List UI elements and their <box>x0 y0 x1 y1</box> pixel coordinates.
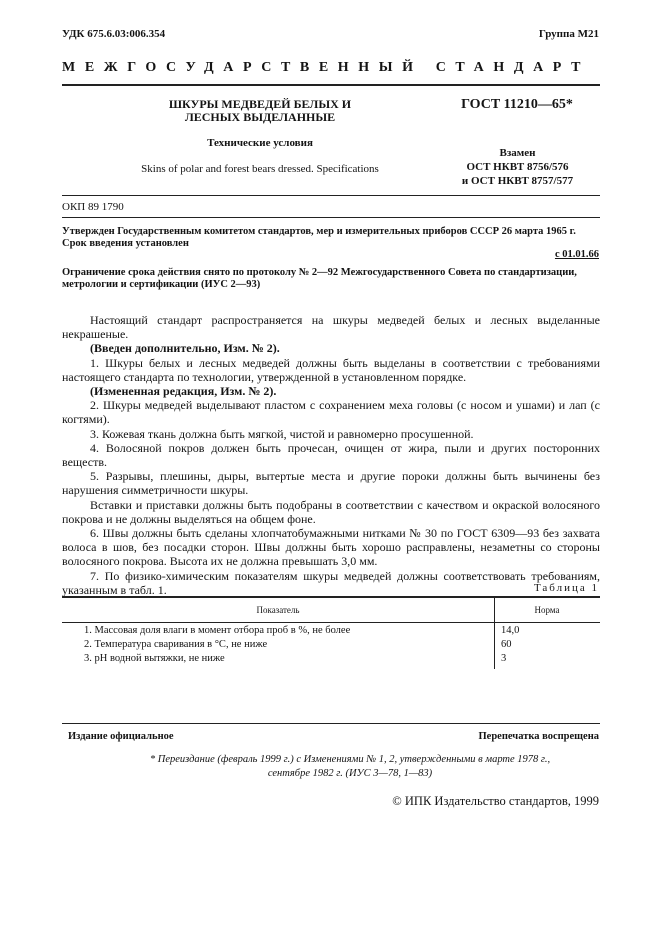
paragraph: 2. Шкуры медведей выделывают пластом с сохранением меха головы (с носом и ушами) и лап (с когтями). <box>62 398 600 427</box>
reprint-prohibited: Перепечатка воспрещена <box>478 731 599 742</box>
replaces-standard-1: ОСТ НКВТ 8756/576 <box>466 161 569 173</box>
paragraph: 6. Швы должны быть сделаны хлопчатобумажными нитками № 30 по ГОСТ 6309—93 без захвата волоса в шов, без посадки сторон. Швы должны быть хорошо расправлены, незаметны со стороны волосяного покрова. Высота их не должна превышать 3,0 мм. <box>62 526 600 569</box>
okp-rule <box>62 217 600 218</box>
effective-date: с 01.01.66 <box>554 249 599 260</box>
amendment-note: (Введен дополнительно, Изм. № 2). <box>90 341 280 356</box>
table-cell: 3. рН водной вытяжки, не ниже <box>84 652 225 664</box>
replaces-standard-2: и ОСТ НКВТ 8757/577 <box>461 175 574 187</box>
amendment-note: (Измененная редакция, Изм. № 2). <box>90 384 277 399</box>
column-header-norm: Норма <box>495 597 601 623</box>
document-title: ШКУРЫ МЕДВЕДЕЙ БЕЛЫХ И ЛЕСНЫХ ВЫДЕЛАННЫЕ <box>168 97 352 124</box>
replaces-label: Взамен <box>499 147 536 159</box>
table-label: Таблица 1 <box>533 582 599 594</box>
banner-rule <box>62 84 600 86</box>
table-cell: 2. Температура сваривания в °С, не ниже <box>84 638 268 650</box>
table-cell: 14,0 <box>495 623 601 638</box>
approval-note: Утвержден Государственным комитетом стандартов, мер и измерительных приборов СССР 26 марта 1965 г. Срок введения установлен <box>62 226 576 249</box>
table-cell: 3 <box>495 651 601 669</box>
official-edition: Издание официальное <box>68 731 174 742</box>
document-body <box>62 313 600 597</box>
paragraph: Вставки и приставки должны быть подобраны в соответствии с качеством и окраской волосяного покрова и не должны выделяться на общем фоне. <box>62 497 600 526</box>
paragraph: 5. Разрывы, плешины, дыры, вытертые места и другие пороки должны быть вычинены без нарушения симметричности шкуры. <box>62 469 600 498</box>
footer-rule <box>62 723 600 724</box>
reissue-note: * Переиздание (февраль 1999 г.) с Изменениями № 1, 2, утвержденными в марте 1978 г., сентябре 1982 г. (ИУС 3—78, 1—83) <box>149 754 551 779</box>
document-subtitle: Технические условия <box>207 137 313 149</box>
column-header-indicator: Показатель <box>62 597 495 623</box>
replaces-block <box>440 146 595 188</box>
copyright: © ИПК Издательство стандартов, 1999 <box>392 794 599 808</box>
table-header-row <box>62 597 600 623</box>
paragraph: 4. Волосяной покров должен быть прочесан, очищен от жира, пыли и других посторонних веществ. <box>62 440 600 470</box>
group-code: Группа М21 <box>538 28 599 40</box>
header-rule <box>62 195 600 196</box>
table-row <box>62 637 600 651</box>
paragraph: Настоящий стандарт распространяется на шкуры медведей белых и лесных выделанные некрашеные. <box>62 313 600 342</box>
properties-table <box>62 596 600 669</box>
limit-note: Ограничение срока действия снято по протоколу № 2—92 Межгосударственного Совета по стандартизации, метрологии и сертификации (ИУС 2—93) <box>62 267 577 290</box>
table-cell: 60 <box>495 637 601 651</box>
okp-code: ОКП 89 1790 <box>62 201 124 213</box>
table-cell: 1. Массовая доля влаги в момент отбора проб в %, не более <box>84 624 351 636</box>
table-row <box>62 651 600 669</box>
english-title: Skins of polar and forest bears dressed. Specifications <box>141 163 379 175</box>
udk-code: УДК 675.6.03:006.354 <box>62 28 166 40</box>
paragraph: 1. Шкуры белых и лесных медведей должны быть выделаны в соответствии с требованиями настоящего стандарта по технологии, утвержденной в установленном порядке. <box>62 355 600 384</box>
table-row <box>62 623 600 638</box>
paragraph: 7. По физико-химическим показателям шкуры медведей должны соответствовать требованиям, указанным в табл. 1. <box>62 568 600 597</box>
gost-number: ГОСТ 11210—65* <box>461 97 573 112</box>
paragraph: 3. Кожевая ткань должна быть мягкой, чистой и равномерно просушенной. <box>90 426 474 441</box>
standard-banner: МЕЖГОСУДАРСТВЕННЫЙ СТАНДАРТ <box>62 60 591 75</box>
